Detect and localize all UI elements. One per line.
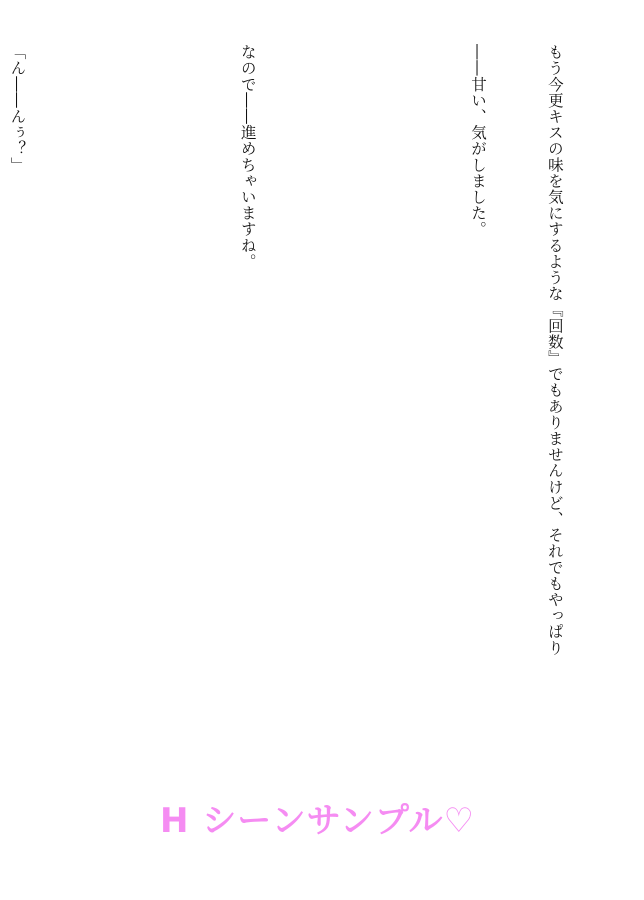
dialogue-line: 「ん――んぅ？」 (8, 44, 27, 173)
vertical-text-body (8, 44, 618, 834)
text-line: もう今更キスの味を気にするような『回数』でもありませんけど、それでもやっぱり (545, 44, 564, 656)
blank-line (81, 44, 107, 834)
text-line: なので――進めちゃいますね。 (238, 44, 257, 270)
text-line: ――甘い、気がしました。 (469, 44, 488, 238)
blank-line (311, 44, 337, 834)
blank-line (388, 44, 414, 834)
sample-watermark: H シーンサンプル♡ (160, 801, 476, 841)
blank-line (157, 44, 183, 834)
